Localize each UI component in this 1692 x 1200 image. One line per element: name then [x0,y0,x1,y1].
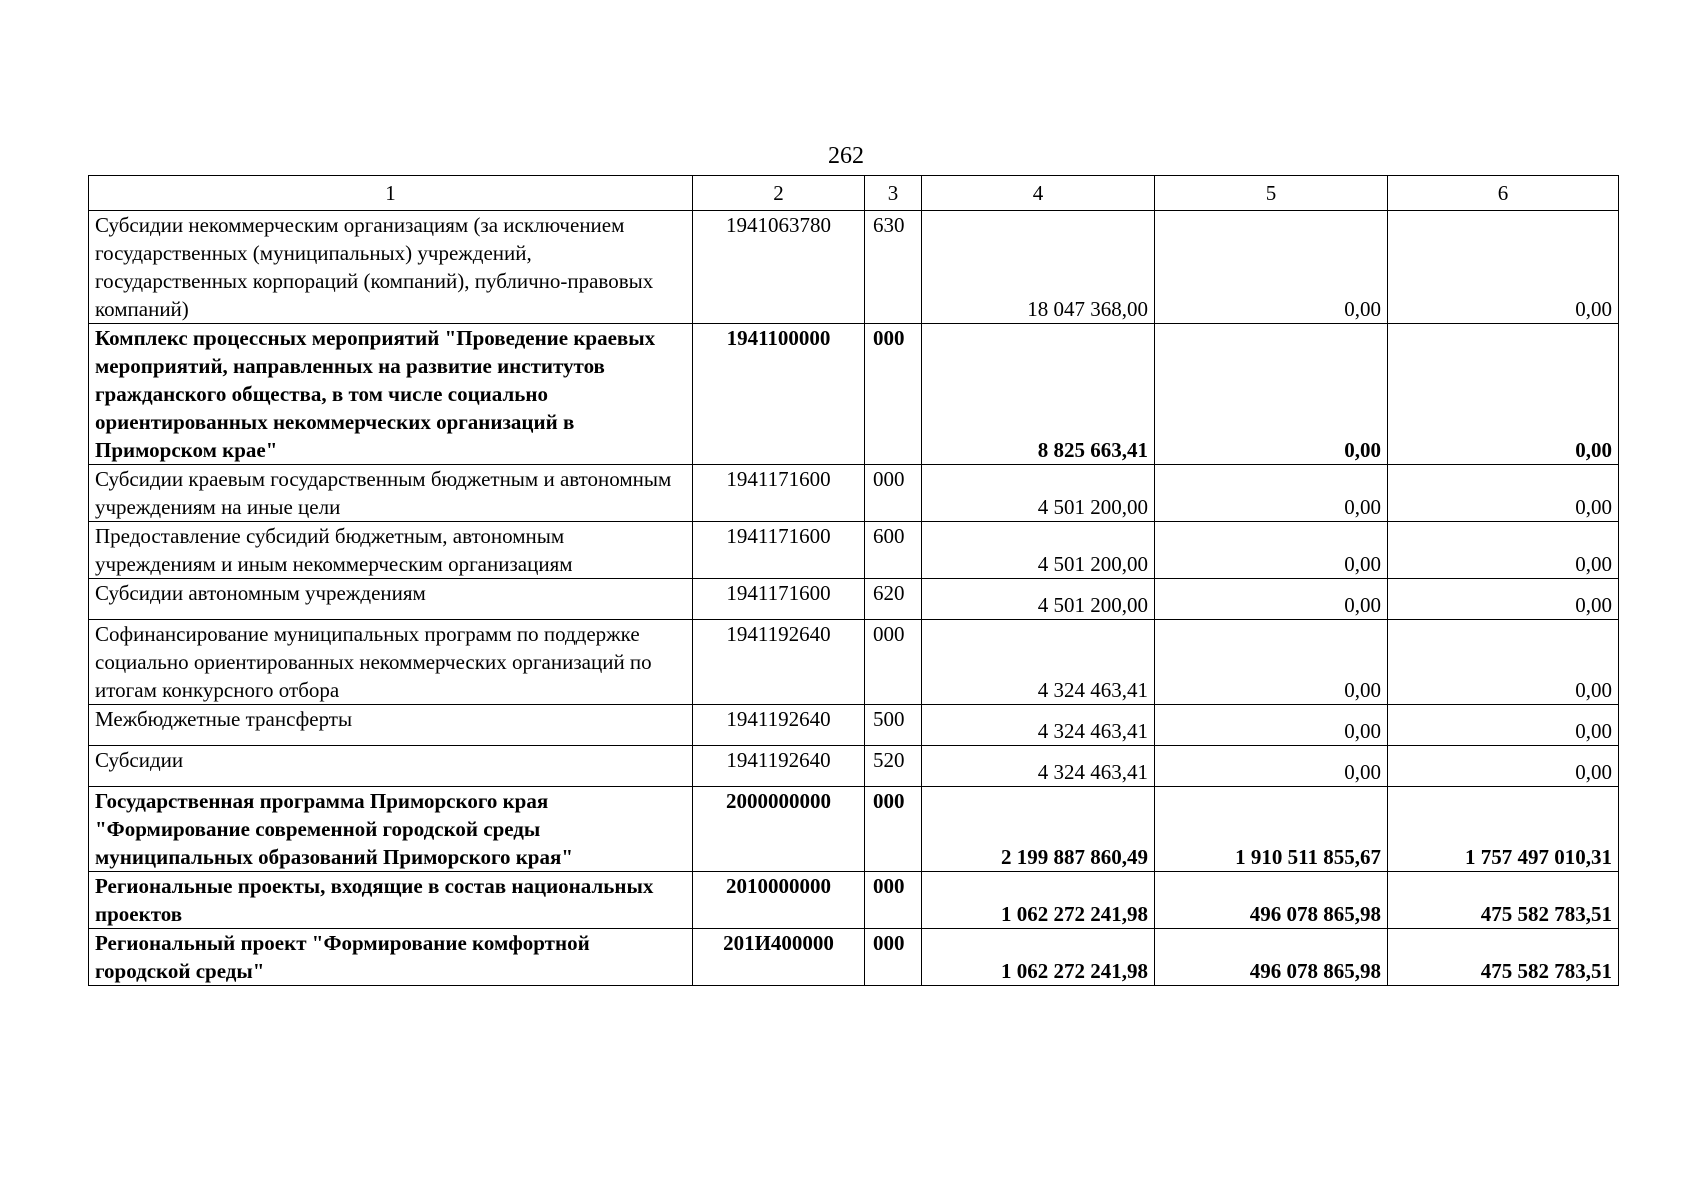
row-amount-col5: 0,00 [1155,705,1388,746]
row-expense-type: 000 [865,465,922,522]
row-amount-col4: 4 324 463,41 [922,746,1155,787]
column-header-6: 6 [1388,176,1619,211]
row-name: Субсидии некоммерческим организациям (за исключением государственных (муниципальных) учреждений, государственных корпораций (компаний), публично-правовых компаний) [89,211,693,324]
row-expense-type: 630 [865,211,922,324]
table-row [89,620,1619,705]
table-row [89,746,1619,787]
row-expense-type: 000 [865,787,922,872]
row-amount-col4: 4 501 200,00 [922,579,1155,620]
row-expense-type: 620 [865,579,922,620]
row-name: Субсидии автономным учреждениям [89,579,693,620]
table-row [89,579,1619,620]
table-row [89,787,1619,872]
row-amount-col4: 4 501 200,00 [922,522,1155,579]
row-amount-col6: 0,00 [1388,211,1619,324]
row-target-code: 1941192640 [693,746,865,787]
row-amount-col5: 0,00 [1155,579,1388,620]
column-header-5: 5 [1155,176,1388,211]
row-target-code: 1941192640 [693,620,865,705]
table-row [89,211,1619,324]
row-amount-col5: 496 078 865,98 [1155,872,1388,929]
row-amount-col6: 1 757 497 010,31 [1388,787,1619,872]
row-amount-col5: 0,00 [1155,746,1388,787]
column-header-1: 1 [89,176,693,211]
row-target-code: 1941192640 [693,705,865,746]
row-amount-col5: 496 078 865,98 [1155,929,1388,986]
table-row [89,929,1619,986]
row-amount-col5: 0,00 [1155,522,1388,579]
row-target-code: 1941171600 [693,522,865,579]
row-amount-col6: 475 582 783,51 [1388,929,1619,986]
row-amount-col6: 0,00 [1388,324,1619,465]
row-amount-col5: 0,00 [1155,211,1388,324]
table-row [89,324,1619,465]
row-expense-type: 520 [865,746,922,787]
row-amount-col4: 1 062 272 241,98 [922,929,1155,986]
row-expense-type: 000 [865,872,922,929]
row-expense-type: 000 [865,929,922,986]
row-target-code: 201И400000 [693,929,865,986]
row-amount-col6: 0,00 [1388,620,1619,705]
row-target-code: 1941171600 [693,579,865,620]
budget-table [88,175,1619,986]
row-amount-col4: 4 324 463,41 [922,620,1155,705]
row-name: Государственная программа Приморского края "Формирование современной городской среды муниципальных образований Приморского края" [89,787,693,872]
row-target-code: 2000000000 [693,787,865,872]
row-amount-col4: 8 825 663,41 [922,324,1155,465]
row-amount-col5: 1 910 511 855,67 [1155,787,1388,872]
row-expense-type: 000 [865,620,922,705]
row-target-code: 1941171600 [693,465,865,522]
row-name: Региональный проект "Формирование комфортной городской среды" [89,929,693,986]
row-amount-col5: 0,00 [1155,324,1388,465]
row-name: Комплекс процессных мероприятий "Проведение краевых мероприятий, направленных на развитие институтов гражданского общества, в том числе социально ориентированных некоммерческих организаций в Приморском крае" [89,324,693,465]
table-row [89,465,1619,522]
row-amount-col4: 4 501 200,00 [922,465,1155,522]
row-name: Межбюджетные трансферты [89,705,693,746]
row-amount-col4: 18 047 368,00 [922,211,1155,324]
row-amount-col6: 0,00 [1388,465,1619,522]
row-amount-col4: 1 062 272 241,98 [922,872,1155,929]
row-name: Софинансирование муниципальных программ по поддержке социально ориентированных некоммерческих организаций по итогам конкурсного отбора [89,620,693,705]
row-amount-col6: 0,00 [1388,579,1619,620]
table-row [89,522,1619,579]
row-expense-type: 600 [865,522,922,579]
column-header-3: 3 [865,176,922,211]
row-amount-col4: 4 324 463,41 [922,705,1155,746]
row-expense-type: 000 [865,324,922,465]
row-amount-col6: 0,00 [1388,705,1619,746]
row-amount-col5: 0,00 [1155,465,1388,522]
row-name: Предоставление субсидий бюджетным, автономным учреждениям и иным некоммерческим организациям [89,522,693,579]
row-target-code: 1941063780 [693,211,865,324]
row-amount-col6: 475 582 783,51 [1388,872,1619,929]
row-target-code: 1941100000 [693,324,865,465]
row-name: Субсидии краевым государственным бюджетным и автономным учреждениям на иные цели [89,465,693,522]
row-name: Региональные проекты, входящие в состав национальных проектов [89,872,693,929]
row-name: Субсидии [89,746,693,787]
row-amount-col6: 0,00 [1388,746,1619,787]
page-number: 262 [828,143,864,169]
row-amount-col5: 0,00 [1155,620,1388,705]
row-amount-col6: 0,00 [1388,522,1619,579]
column-header-2: 2 [693,176,865,211]
row-amount-col4: 2 199 887 860,49 [922,787,1155,872]
table-row [89,872,1619,929]
table-row [89,705,1619,746]
row-expense-type: 500 [865,705,922,746]
table-header-row [89,176,1619,211]
row-target-code: 2010000000 [693,872,865,929]
column-header-4: 4 [922,176,1155,211]
